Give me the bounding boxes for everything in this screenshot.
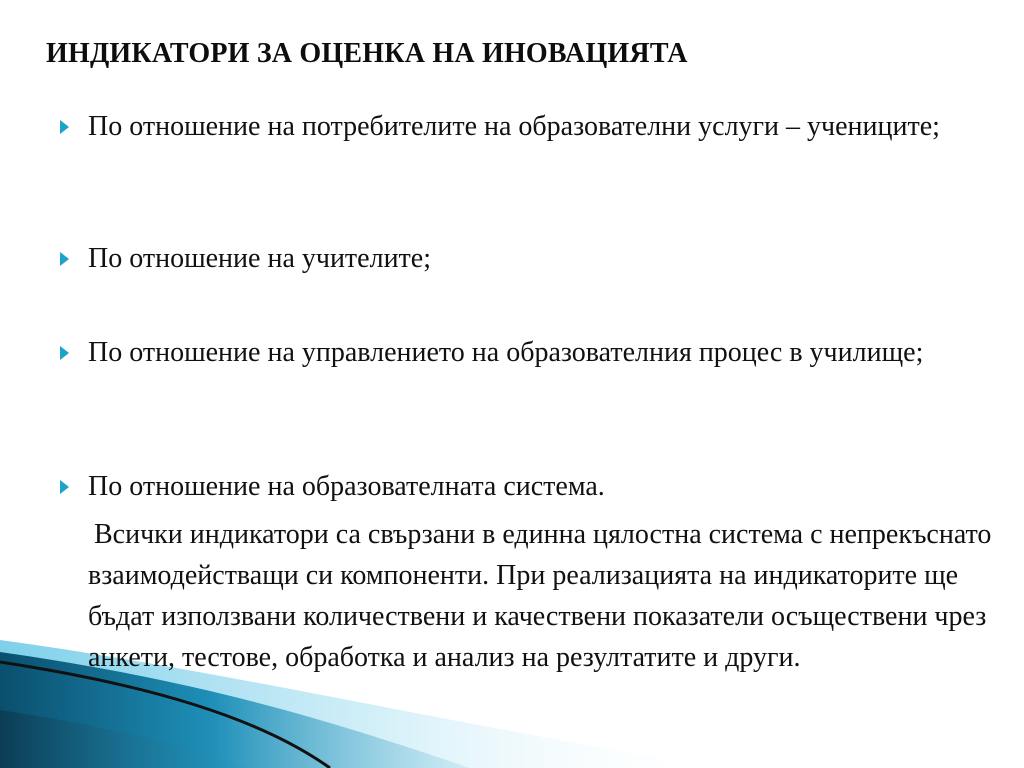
slide-title: ИНДИКАТОРИ ЗА ОЦЕНКА НА ИНОВАЦИЯТА	[46, 38, 688, 69]
bullet-item	[60, 239, 980, 279]
bullet-text: По отношение на образователната система.	[88, 471, 605, 502]
arrow-bullet-icon	[60, 120, 69, 134]
bullet-item	[60, 467, 980, 507]
bullet-item	[60, 107, 980, 147]
bullet-text: По отношение на управлението на образователния процес в училище;	[88, 337, 924, 368]
bullet-item	[60, 333, 980, 373]
summary-paragraph: Всички индикатори са свързани в единна цялостна система с непрекъснато взаимодействащи си компоненти. При реализацията на индикаторите ще бъдат използвани количествени и качествени показатели осъществени чрез анкети, тестове, обработка и анализ на резултатите и други.	[88, 519, 992, 673]
bullet-text: По отношение на учителите;	[88, 243, 431, 274]
arrow-bullet-icon	[60, 346, 69, 360]
bullet-text: По отношение на потребителите на образователни услуги – учениците;	[88, 111, 940, 142]
arrow-bullet-icon	[60, 252, 69, 266]
arrow-bullet-icon	[60, 480, 69, 494]
